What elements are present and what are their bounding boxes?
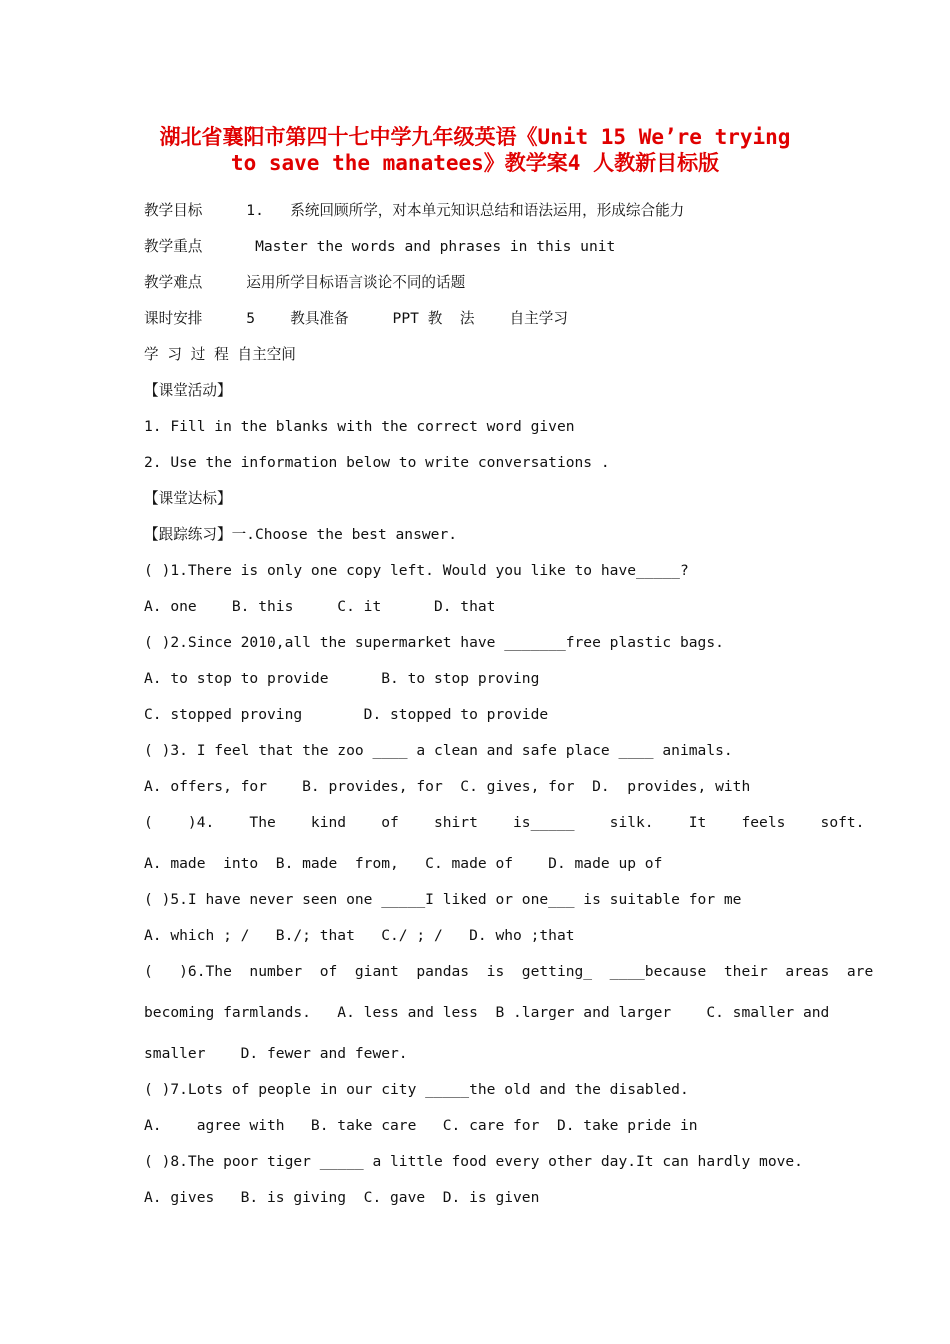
question-line: ( )4. The kind of shirt is_____ silk. It feels soft. (144, 814, 865, 831)
question-line-continued: becoming farmlands. A. less and less B .larger and larger C. smaller and (144, 1004, 830, 1021)
options-line: A. made into B. made from, C. made of D. made up of (144, 855, 663, 872)
study-process-line: 学 习 过 程 自主空间 (144, 346, 296, 363)
options-line: A. one B. this C. it D. that (144, 598, 496, 615)
activity-line: 1. Fill in the blanks with the correct word given (144, 418, 575, 435)
options-line: A. agree with B. take care C. care for D. take pride in (144, 1117, 698, 1134)
options-line: A. offers, for B. provides, for C. gives, for D. provides, with (144, 778, 751, 795)
document-title-line-2: to save the manatees》教学案4 人教新目标版 (230, 151, 720, 175)
teaching-focus-line: 教学重点 Master the words and phrases in this unit (144, 238, 616, 255)
question-line: ( )1.There is only one copy left. Would you like to have_____? (144, 562, 689, 579)
teaching-goal-line: 教学目标 1. 系统回顾所学，对本单元知识总结和语法运用，形成综合能力 (144, 202, 685, 219)
section-heading: 【课堂活动】 (144, 382, 232, 399)
question-line-continued: smaller D. fewer and fewer. (144, 1045, 408, 1062)
activity-line: 2. Use the information below to write conversations . (144, 454, 610, 471)
question-line: ( )7.Lots of people in our city _____the old and the disabled. (144, 1081, 689, 1098)
options-line: A. gives B. is giving C. gave D. is given (144, 1189, 540, 1206)
question-line: ( )6.The number of giant pandas is getting_ ____because their areas are (144, 963, 874, 980)
question-line: ( )8.The poor tiger _____ a little food every other day.It can hardly move. (144, 1153, 803, 1170)
options-line: C. stopped proving D. stopped to provide (144, 706, 549, 723)
schedule-line: 课时安排 5 教具准备 PPT 教 法 自主学习 (144, 310, 568, 327)
teaching-difficulty-line: 教学难点 运用所学目标语言谈论不同的话题 (144, 274, 466, 291)
options-line: A. to stop to provide B. to stop proving (144, 670, 540, 687)
document-title-line-1: 湖北省襄阳市第四十七中学九年级英语《Unit 15 We’re trying (159, 125, 791, 149)
options-line: A. which ; / B./; that C./ ; / D. who ;that (144, 927, 575, 944)
question-line: ( )3. I feel that the zoo ____ a clean and safe place ____ animals. (144, 742, 733, 759)
question-line: ( )5.I have never seen one _____I liked or one___ is suitable for me (144, 891, 742, 908)
exercise-heading: 【跟踪练习】一.Choose the best answer. (144, 526, 458, 543)
section-heading: 【课堂达标】 (144, 490, 232, 507)
question-line: ( )2.Since 2010,all the supermarket have _______free plastic bags. (144, 634, 724, 651)
